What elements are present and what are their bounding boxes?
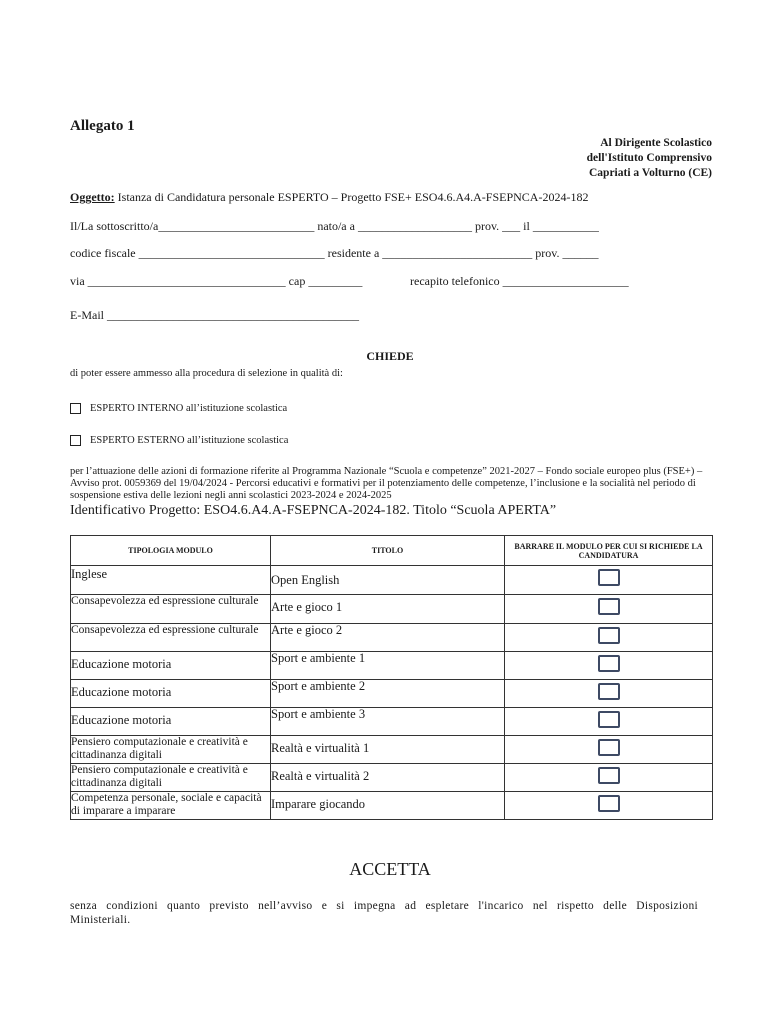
module-checkbox-icon[interactable] (598, 627, 620, 644)
table-row (71, 652, 713, 680)
chiede-heading: CHIEDE (366, 349, 414, 363)
cell-tipologia (71, 736, 271, 764)
tipologia-text: Educazione motoria (71, 685, 172, 699)
titolo-text: Sport e ambiente 2 (271, 680, 366, 693)
subject-line (70, 190, 588, 205)
cell-titolo (271, 764, 505, 792)
program-paragraph: per l’attuazione delle azioni di formazione riferite al Programma Nazionale “Scuola e competenze” 2021-2027 – Fondo sociale europeo plus (FSE+) – Avviso prot. 0059369 del 19/04/2024 - Percorsi educativi e formativi per il potenziamento delle competenze, l’inclusione e la socialità nel periodo di sospensione estiva delle lezioni negli anni scolastici 2023-2024 e 2024-2025 (70, 466, 703, 501)
cell-tipologia (71, 764, 271, 792)
module-checkbox-icon[interactable] (598, 711, 620, 728)
checkbox-icon[interactable] (70, 435, 81, 446)
cell-titolo (271, 680, 505, 708)
cell-select[interactable] (505, 680, 713, 708)
option-label: ESPERTO ESTERNO all’istituzione scolastica (90, 435, 289, 446)
cell-tipologia (71, 792, 271, 820)
table-row (71, 708, 713, 736)
table-row (71, 624, 713, 652)
address-field-line[interactable]: via _________________________________ cap _________ (70, 274, 363, 288)
cell-select[interactable] (505, 708, 713, 736)
cell-tipologia (71, 652, 271, 680)
table-row (71, 680, 713, 708)
table-header-row (71, 536, 713, 566)
titolo-text: Realtà e virtualità 1 (271, 741, 370, 755)
cell-titolo (271, 736, 505, 764)
titolo-text: Realtà e virtualità 2 (271, 769, 370, 783)
tipologia-text: Educazione motoria (71, 713, 172, 727)
name-birth-field-line[interactable]: Il/La sottoscritto/a__________________________ nato/a a ___________________ prov. ___ il ___________ (70, 219, 599, 233)
titolo-text: Arte e gioco 1 (271, 600, 343, 614)
option-label: ESPERTO INTERNO all’istituzione scolastica (90, 403, 288, 414)
document-title: Allegato 1 (70, 118, 135, 134)
cell-select[interactable] (505, 595, 713, 624)
cell-select[interactable] (505, 624, 713, 652)
titolo-text: Sport e ambiente 1 (271, 652, 366, 665)
intro-text: di poter essere ammesso alla procedura di selezione in qualità di: (70, 368, 343, 379)
final-statement: senza condizioni quanto previsto nell’avviso e si impegna ad espletare l'incarico nel rispetto delle Disposizioni Ministeriali. (70, 900, 698, 926)
cell-select[interactable] (505, 652, 713, 680)
option-esperto-esterno[interactable] (70, 435, 288, 446)
phone-field-line[interactable]: recapito telefonico _____________________ (410, 274, 629, 288)
table-row (71, 595, 713, 624)
subject-label: Oggetto: (70, 190, 115, 204)
cell-tipologia (71, 566, 271, 595)
module-checkbox-icon[interactable] (598, 655, 620, 672)
titolo-text: Sport e ambiente 3 (271, 708, 366, 721)
subject-text: Istanza di Candidatura personale ESPERTO – Progetto FSE+ ESO4.6.A4.A-FSEPNCA-2024-182 (114, 190, 589, 204)
accetta-heading: ACCETTA (349, 859, 431, 879)
cell-tipologia (71, 708, 271, 736)
table-row (71, 792, 713, 820)
header-tipologia: TIPOLOGIA MODULO (71, 536, 271, 566)
addressee-line: dell'Istituto Comprensivo (586, 152, 712, 164)
header-titolo: TITOLO (271, 536, 505, 566)
cell-titolo (271, 652, 505, 680)
cell-tipologia (71, 624, 271, 652)
module-checkbox-icon[interactable] (598, 795, 620, 812)
header-barrare: BARRARE IL MODULO PER CUI SI RICHIEDE LA CANDIDATURA (505, 536, 713, 566)
cell-titolo (271, 566, 505, 595)
cell-select[interactable] (505, 764, 713, 792)
cell-select[interactable] (505, 736, 713, 764)
table-row (71, 736, 713, 764)
tipologia-text: Inglese (71, 567, 108, 581)
tipologia-text: Pensiero computazionale e creatività e cittadinanza digitali (71, 764, 248, 789)
project-identifier: Identificativo Progetto: ESO4.6.A4.A-FSEPNCA-2024-182. Titolo “Scuola APERTA” (70, 503, 557, 518)
modules-table (70, 535, 713, 820)
addressee-line: Al Dirigente Scolastico (600, 137, 712, 149)
tipologia-text: Competenza personale, sociale e capacità di imparare a imparare (71, 792, 262, 817)
titolo-text: Open English (271, 573, 340, 587)
cell-select[interactable] (505, 566, 713, 595)
addressee-line: Capriati a Volturno (CE) (589, 167, 712, 179)
cell-tipologia (71, 680, 271, 708)
cell-titolo (271, 792, 505, 820)
fiscal-code-residence-field-line[interactable]: codice fiscale _______________________________ residente a _________________________ prov. ______ (70, 246, 599, 260)
cell-select[interactable] (505, 792, 713, 820)
cell-tipologia (71, 595, 271, 624)
checkbox-icon[interactable] (70, 403, 81, 414)
titolo-text: Arte e gioco 2 (271, 624, 343, 637)
tipologia-text: Consapevolezza ed espressione culturale (71, 595, 259, 607)
table-row (71, 764, 713, 792)
tipologia-text: Consapevolezza ed espressione culturale (71, 624, 259, 636)
module-checkbox-icon[interactable] (598, 569, 620, 586)
email-field-line[interactable]: E-Mail __________________________________________ (70, 308, 359, 322)
cell-titolo (271, 708, 505, 736)
module-checkbox-icon[interactable] (598, 598, 620, 615)
tipologia-text: Pensiero computazionale e creatività e cittadinanza digitali (71, 736, 248, 761)
cell-titolo (271, 624, 505, 652)
cell-titolo (271, 595, 505, 624)
module-checkbox-icon[interactable] (598, 683, 620, 700)
module-checkbox-icon[interactable] (598, 739, 620, 756)
option-esperto-interno[interactable] (70, 403, 287, 414)
addressee-block (587, 136, 712, 181)
table-row (71, 566, 713, 595)
titolo-text: Imparare giocando (271, 797, 366, 811)
module-checkbox-icon[interactable] (598, 767, 620, 784)
tipologia-text: Educazione motoria (71, 657, 172, 671)
